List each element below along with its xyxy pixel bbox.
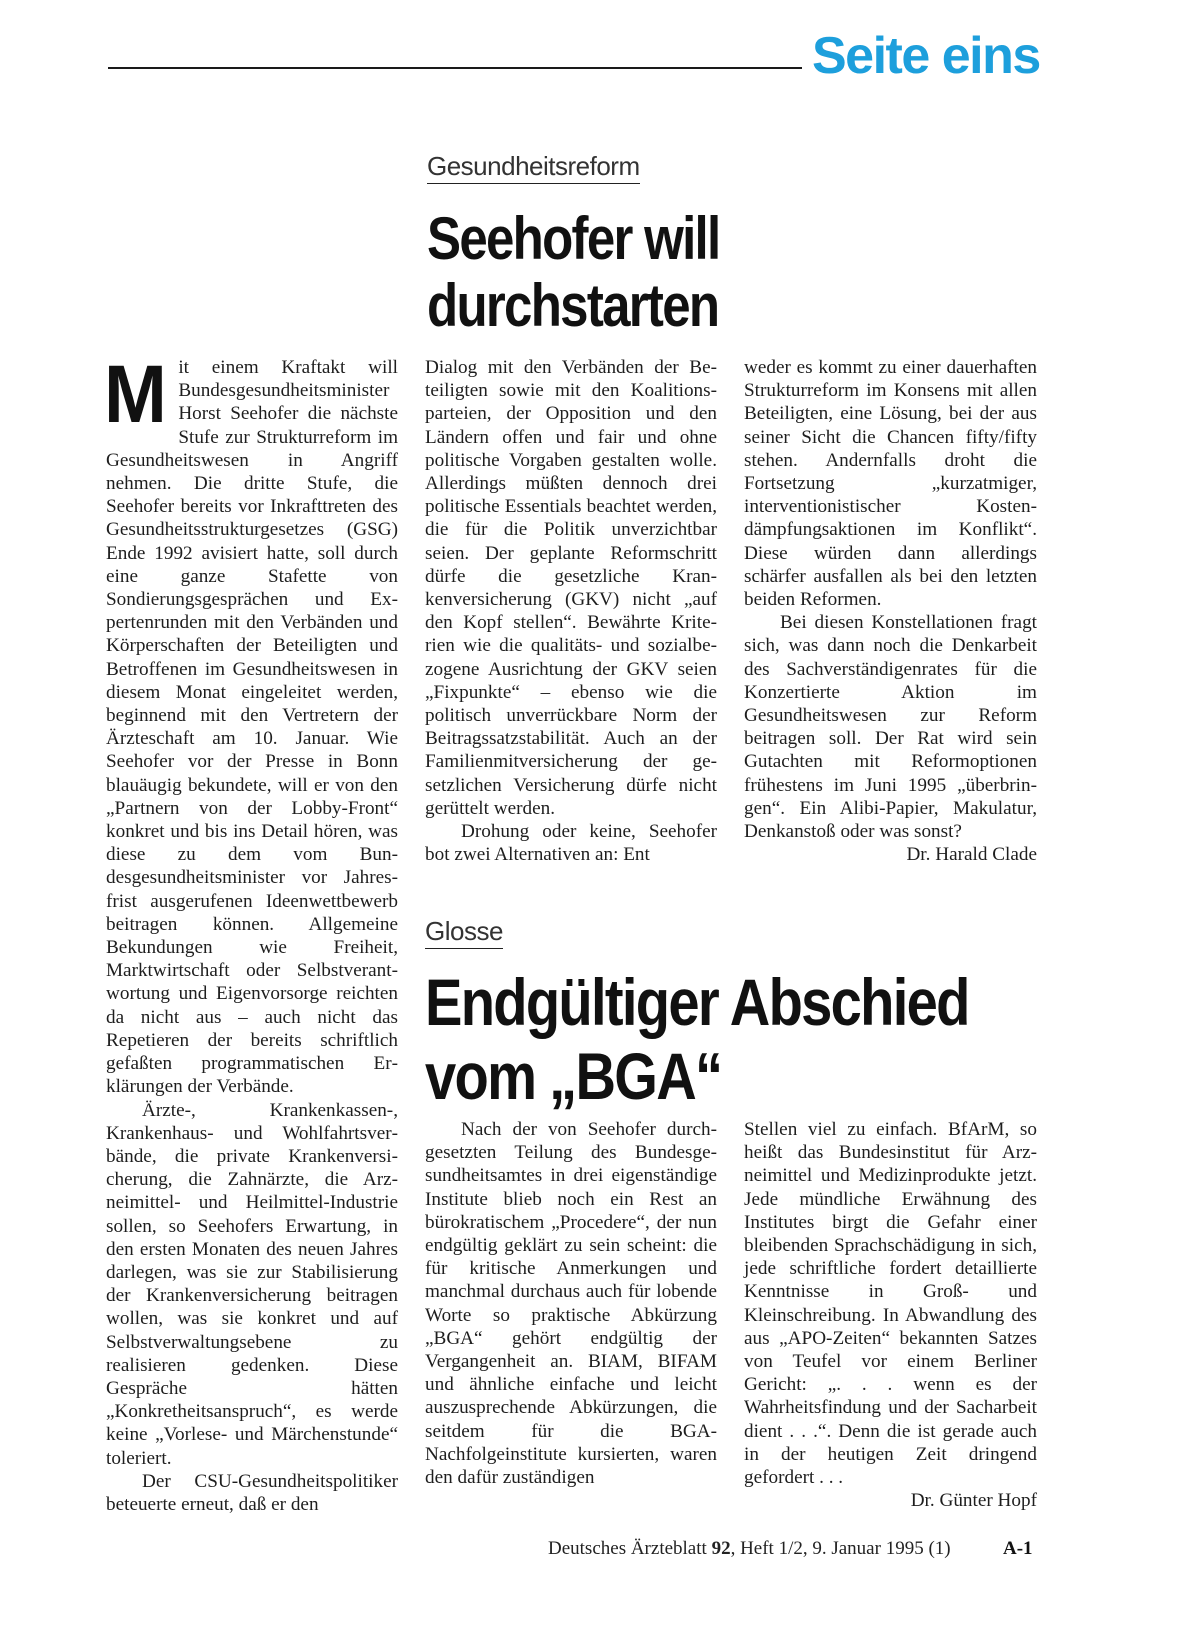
footer-volume: 92	[711, 1538, 731, 1559]
article1-col1-p3: Der CSU-Gesundheitspolitiker beteuerte erneut, daß er den	[106, 1470, 398, 1515]
article1-headline-line2: durchstarten	[427, 272, 719, 340]
header-rule	[108, 67, 802, 69]
footer-citation	[548, 1538, 951, 1560]
article1-col3-p1: weder es kommt zu einer dauerhaften Strukturreform im Konsens mit allen Beteiligten, eine Lösung, bei der aus seiner Sicht die Chancen fifty/fifty stehen. Andernfalls droht die Fortsetzung „kurzatmiger, interventionistischer Kostendämpfungsaktionen im Konflikt“. Diese würden dann allerdings schärfer ausfallen als bei den letzten beiden Reformen.	[744, 357, 1037, 611]
article1-column-1	[104, 349, 398, 1516]
footer-issue-date: , Heft 1/2, 9. Januar 1995 (1)	[730, 1538, 951, 1559]
article1-headline-line1: Seehofer will	[427, 205, 720, 272]
article1-col2-p2: Drohung oder keine, Seehofer bot zwei Alternativen an: Ent	[425, 821, 717, 866]
article2-kicker: Glosse	[425, 918, 503, 949]
article1-headline	[427, 205, 719, 339]
article1-col3-p2: Bei diesen Konstellationen fragt sich, was dann noch die Denkarbeit des Sachverständigenrates für die Konzertierte Aktion im Gesundheitswesen zur Reform beitragen soll. Der Rat wird sein Gutachten mit Reformoptionen frühestens im Juni 1995 „überbringen“. Ein Alibi-Papier, Makulatur, Denkanstoß oder was sonst?	[744, 612, 1037, 843]
section-title: Seite eins	[812, 27, 1040, 85]
article2-headline	[425, 966, 969, 1114]
article1-dropcap: M	[104, 349, 167, 440]
article1-column-2	[425, 356, 717, 866]
page-number: A-1	[1003, 1538, 1033, 1559]
article1-column-3	[744, 356, 1037, 866]
footer-journal: Deutsches Ärzteblatt	[548, 1538, 707, 1559]
article2-signature: Dr. Günter Hopf	[910, 1490, 1037, 1512]
article2-column-1	[425, 1118, 717, 1489]
article1-kicker: Gesundheitsreform	[427, 153, 640, 184]
article2-column-2	[744, 1118, 1037, 1512]
article2-headline-line2: vom „BGA“	[425, 1038, 722, 1113]
article2-headline-line1: Endgültiger Abschied	[425, 965, 969, 1039]
article2-col1-p1: Nach der von Seehofer durchgesetzten Teilung des Bundesgesundheitsamtes in drei eigenständige Institute blieb noch ein Rest an bürokratischem „Procedere“, der nun endgültig geklärt zu sein scheint: die für kritische Anmerkungen und manchmal durchaus auch für lobende Worte so praktische Abkürzung „BGA“ gehört endgültig der Vergangenheit an. BIAM, BIFAM und ähnliche einfache und leicht auszusprechende Abkürzungen, die seitdem für die BGA-Nachfolgeinstitute kursierten, waren den dafür zuständigen	[425, 1119, 717, 1489]
article1-signature: Dr. Harald Clade	[906, 844, 1037, 866]
article1-col1-p2: Ärzte-, Krankenkassen-, Krankenhaus- und Wohlfahrtsverbände, die private Krankenversicherung, die Zahnärzte, die Arzneimittel- und Heilmittel-Industrie sollen, so Seehofers Erwartung, in den ersten Monaten des neuen Jahres darlegen, was sie zur Stabilisierung der Krankenversicherung beitragen wollen, was sie konkret und auf Selbstverwaltungsebene zu realisieren gedenken. Diese Gespräche hätten „Konkretheitsanspruch“, es werde keine „Vorlese- und Märchenstunde“ toleriert.	[106, 1099, 398, 1469]
article1-col2-p1: Dialog mit den Verbänden der Beteiligten sowie mit den Koalitionsparteien, der Opposition und den Ländern offen und fair und ohne politische Vorgaben gestalten wolle. Allerdings müßten dennoch drei politische Essentials beachtet werden, die für die Politik unverzichtbar seien. Der geplante Reformschritt dürfe die gesetzliche Krankenversicherung (GKV) nicht „auf den Kopf stellen“. Bewährte Kriterien wie die qualitäts- und sozialbezogene Ausrichtung der GKV seien „Fixpunkte“ – ebenso wie die politisch unverrückbare Norm der Beitragssatzstabilität. Auch an der Familienmitversicherung der gesetzlichen Versicherung dürfe nicht gerüttelt werden.	[425, 357, 717, 819]
article2-col2-p1: Stellen viel zu einfach. BfArM, so heißt das Bundesinstitut für Arzneimittel und Medizinprodukte jetzt. Jede mündliche Erwähnung des Institutes birgt die Gefahr einer bleibenden Sprachschädigung in sich, jede schriftliche fordert detaillierte Kenntnisse in Groß- und Kleinschreibung. In Abwandlung des aus „APO-Zeiten“ bekannten Satzes von Teufel vor einem Berliner Gericht: „. . . wenn es der Wahrheitsfindung und der Sacharbeit dient . . .“. Denn die ist gerade auch in der heutigen Zeit dringend gefordert . . .	[744, 1119, 1037, 1489]
article1-col1-p1: it einem Kraftakt will Bundesgesundheitsminister Horst Seehofer die nächste Stufe zur Strukturreform im Gesundheitswesen in Angriff nehmen. Die dritte Stufe, die Seehofer bereits vor Inkrafttreten des Gesundheitsstrukturgesetzes (GSG) Ende 1992 avisiert hatte, soll durch eine ganze Stafette von Sondierungsgesprächen und Expertenrunden mit den Verbänden und Körperschaften der Beteiligten und Betroffenen im Gesundheitswesen in diesem Monat eingeleitet werden, beginnend mit den Vertretern der Ärzteschaft am 10. Januar. Wie Seehofer vor der Presse in Bonn blauäugig bekundete, will er von den „Partnern von der Lobby-Front“ konkret und bis ins Detail hören, was diese zu dem vom Bundesgesundheitsminister vor Jahresfrist ausgerufenen Ideenwettbewerb beitragen können. Allgemeine Bekundungen wie Freiheit, Marktwirtschaft oder Selbstverantwortung und Eigenvorsorge reichten da nicht aus – auch nicht das Repetieren der bereits schriftlich gefaßten programmatischen Erklärungen der Verbände.	[106, 357, 398, 1098]
